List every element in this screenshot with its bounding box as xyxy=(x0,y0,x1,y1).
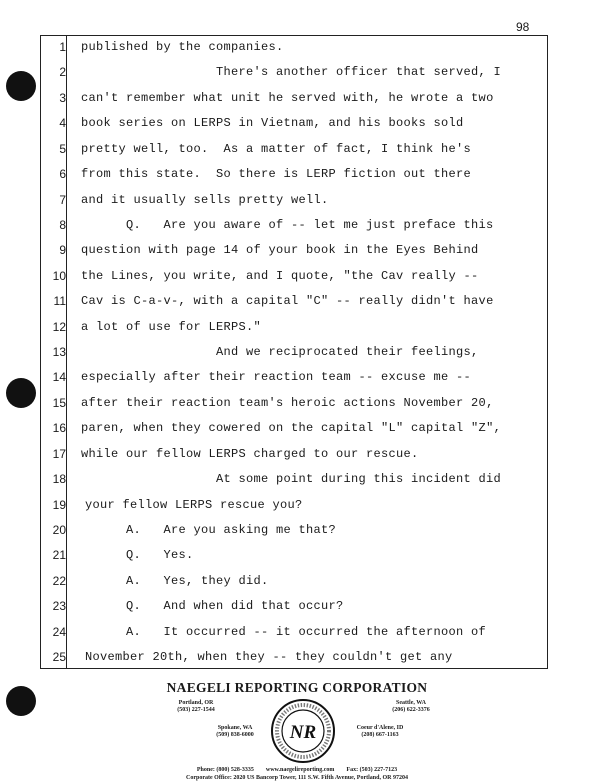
corporate-office-line: Corporate Office: 2020 US Bancorp Tower, 111 S.W. Fifth Avenue, Portland, OR 97204 xyxy=(186,775,408,781)
office-phone: (509) 838-6000 xyxy=(216,732,254,738)
line-number: 23 xyxy=(52,599,66,614)
line-text: your fellow LERPS rescue you? xyxy=(85,497,303,512)
line-text: from this state. So there is LERP fiction out there xyxy=(81,167,472,182)
line-number: 25 xyxy=(52,650,66,665)
svg-text:NR: NR xyxy=(289,722,317,743)
transcript-line xyxy=(40,570,540,592)
line-text: Q. And when did that occur? xyxy=(126,599,344,614)
line-number: 14 xyxy=(52,370,66,385)
line-number: 15 xyxy=(52,395,66,410)
office-city: Spokane, WA xyxy=(217,725,253,731)
line-number: 2 xyxy=(59,65,66,80)
transcript-line xyxy=(40,61,540,83)
transcript-line xyxy=(40,163,540,185)
line-number: 10 xyxy=(52,268,66,283)
office-coeur-dalene xyxy=(340,725,420,739)
transcript-line xyxy=(40,621,540,643)
line-text: especially after their reaction team -- excuse me -- xyxy=(81,370,472,385)
contact-line: Phone: (800) 528-3335 www.naegelireporting.com Fax: (503) 227-7123 xyxy=(196,767,398,773)
office-city: Coeur d'Alene, ID xyxy=(356,725,404,731)
transcript-line xyxy=(40,494,540,516)
transcript-line xyxy=(40,36,540,58)
line-text: November 20th, when they -- they couldn't get any xyxy=(85,650,453,665)
transcript-line xyxy=(40,646,540,668)
transcript-line xyxy=(40,290,540,312)
transcript-line xyxy=(40,519,540,541)
transcript-line xyxy=(40,366,540,388)
line-text: paren, when they cowered on the capital "L" capital "Z", xyxy=(81,421,502,436)
office-spokane xyxy=(200,725,270,739)
office-phone: (206) 622-3376 xyxy=(392,707,430,713)
line-text: A. Are you asking me that? xyxy=(126,522,337,537)
line-number: 5 xyxy=(59,141,66,156)
line-text: book series on LERPS in Vietnam, and his books sold xyxy=(81,116,464,131)
office-phone: (503) 227-1544 xyxy=(177,707,215,713)
transcript-line xyxy=(40,214,540,236)
line-text: There's another officer that served, I xyxy=(216,65,502,80)
office-portland xyxy=(166,700,226,714)
transcript-line xyxy=(40,112,540,134)
transcript-line xyxy=(40,417,540,439)
punch-hole-middle xyxy=(6,378,36,408)
line-text: A. It occurred -- it occurred the afternoon of xyxy=(126,624,487,639)
line-number: 20 xyxy=(52,522,66,537)
line-text: A. Yes, they did. xyxy=(126,573,269,588)
line-text: after their reaction team's heroic actions November 20, xyxy=(81,395,494,410)
line-number: 24 xyxy=(52,624,66,639)
firm-name: NAEGELI REPORTING CORPORATION xyxy=(166,680,428,695)
line-text: can't remember what unit he served with, he wrote a two xyxy=(81,90,494,105)
line-number: 9 xyxy=(59,243,66,258)
line-number: 8 xyxy=(59,217,66,232)
line-number: 3 xyxy=(59,90,66,105)
line-text: Q. Yes. xyxy=(126,548,194,563)
transcript-line xyxy=(40,443,540,465)
line-number: 7 xyxy=(59,192,66,207)
transcript-line xyxy=(40,595,540,617)
line-number: 19 xyxy=(52,497,66,512)
line-text: published by the companies. xyxy=(81,40,284,54)
line-number: 6 xyxy=(59,167,66,182)
transcript-line xyxy=(40,544,540,566)
office-city: Seattle, WA xyxy=(396,700,426,706)
line-number: 11 xyxy=(53,294,66,309)
line-text: a lot of use for LERPS." xyxy=(81,319,262,334)
transcript-line xyxy=(40,392,540,414)
line-text: and it usually sells pretty well. xyxy=(81,192,329,207)
office-phone: (208) 667-1163 xyxy=(361,732,399,738)
transcript-line xyxy=(40,239,540,261)
transcript-line xyxy=(40,138,540,160)
transcript-line xyxy=(40,265,540,287)
line-number: 21 xyxy=(52,548,66,563)
page-number: 98 xyxy=(516,20,530,34)
line-number: 1 xyxy=(59,40,66,54)
transcript-line xyxy=(40,341,540,363)
line-text: And we reciprocated their feelings, xyxy=(216,345,479,360)
punch-hole-top xyxy=(6,71,36,101)
naegeli-seal-logo xyxy=(270,698,336,764)
line-number: 16 xyxy=(52,421,66,436)
reporter-footer xyxy=(0,676,594,784)
line-number: 17 xyxy=(52,446,66,461)
line-number: 18 xyxy=(52,472,66,487)
line-number: 13 xyxy=(52,345,66,360)
line-text: Cav is C-a-v-, with a capital "C" -- really didn't have xyxy=(81,294,494,309)
line-number: 12 xyxy=(52,319,66,334)
line-text: while our fellow LERPS charged to our rescue. xyxy=(81,446,419,461)
transcript-line xyxy=(40,87,540,109)
line-text: pretty well, too. As a matter of fact, I think he's xyxy=(81,141,472,156)
line-number: 22 xyxy=(52,573,66,588)
transcript-line xyxy=(40,468,540,490)
transcript-line xyxy=(40,316,540,338)
line-text: Q. Are you aware of -- let me just preface this xyxy=(126,217,494,232)
office-seattle xyxy=(376,700,446,714)
line-text: At some point during this incident did xyxy=(216,472,502,487)
line-number: 4 xyxy=(59,116,66,131)
transcript-line xyxy=(40,189,540,211)
office-city: Portland, OR xyxy=(178,700,214,706)
line-text: question with page 14 of your book in the Eyes Behind xyxy=(81,243,479,258)
line-text: the Lines, you write, and I quote, "the Cav really -- xyxy=(81,268,479,283)
